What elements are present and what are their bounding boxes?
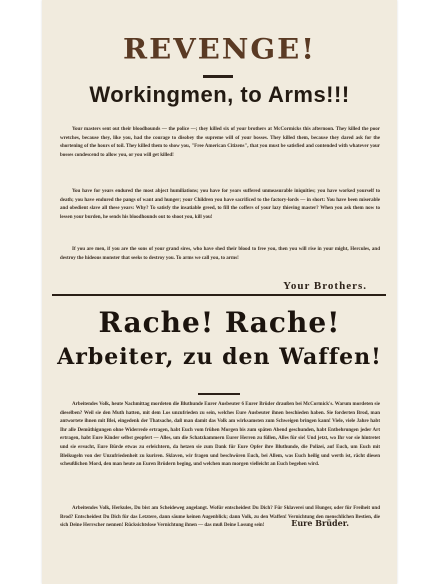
poster-sheet: [42, 0, 397, 584]
signature-english: Your Brothers.: [283, 280, 367, 292]
paragraph-german-1: Arbeitendes Volk, heute Nachmittag mordeten die Bluthunde Eurer Ausbeuter 6 Eurer Brüder draußen bei McCormick's. Warum mordeten sie dieselben? Weil sie den Muth hatten, mit dem Los unzufrieden zu sein, welches Eure Ausbeuter ihnen beschieden haben. Sie forderten Brod, man antwortete ihnen mit Blei, eingedenk der Thatsache, daß man damit das Volk am wirksamsten zum Schweigen bringen kann! Viele, viele Jahre habt Ihr alle Demüthigungen ohne Widerrede ertragen, habt Euch vom frühen Morgen bis zum späten Abend geschunden, habt Entbehrungen jeder Art ertragen, habt Eure Kinder selbst geopfert — Alles, um die Schatzkammern Eurer Herren zu füllen, Alles für sie! Und jetzt, wo Ihr vor sie hintretet und sie ersucht, Eure Bürde etwas zu erleichtern, da hetzen sie zum Dank für Eure Opfer ihre Bluthunde, die Polizei, auf Euch, um Euch mit Bleikugeln von der Unzufriedenheit zu kuriren. Sklaven, wir fragen und beschwören Euch, bei Allem, was Euch heilig und werth ist, rächt diesen scheußlichen Mord, den man heute an Euren Brüdern beging, und welchen man morgen vielleicht an Euch begehen wird.: [60, 402, 380, 468]
subheadline-english: Workingmen, to Arms!!!: [89, 82, 350, 107]
headline-german: Rache! Rache!: [98, 306, 341, 339]
paragraph-english-1: Your masters sent out their bloodhounds — the police —; they killed six of your brothers at McCormicks this afternoon. They killed the poor wretches, because they, like you, had the courage to disobey the supreme will of your bosses. They killed them, because they dared ask for the shortening of the hours of toil. They killed them to show you, "Free American Citizens", that you must be satisfied and contended with whatever your bosses condescend to allow you, or you will get killed!: [60, 127, 380, 158]
section-divider: [52, 294, 386, 296]
divider-dash: [203, 75, 233, 78]
signature-german: Eure Brüder.: [291, 518, 349, 528]
subheadline-german: Arbeiter, zu den Waffen!: [57, 344, 382, 370]
divider-dash-german: [198, 393, 240, 395]
paragraph-german-2: Arbeitendes Volk, Herkules, Du bist am Scheideweg angelangt. Wofür entscheidest Du Dich? Für Sklaverei und Hunger, oder für Freiheit und Brod? Entscheidest Du Dich für das Letztere, dann säume keinen Augenblick; dann Volk, zu den Waffen! Vernichtung den menschlichen Bestien, die sich Deine Herrscher nennen! Rücksichtslose Vernichtung ihnen — das muß Deine Losung sein!: [60, 506, 380, 529]
headline-english: REVENGE!: [123, 32, 316, 66]
paragraph-english-3: If you are men, if you are the sons of your grand sires, who have shed their blood to free you, then you will rise in your might, Hercules, and destroy the hideous monster that seeks to destroy you. To arms we call you, to arms!: [60, 247, 380, 261]
paragraph-english-2: You have for years endured the most abject humiliations; you have for years suffered unmeasurable iniquities; you have worked yourself to death; you have endured the pangs of want and hunger; your Children you have sacrificed to the factory-lords — in short: You have been miserable and obedient slave all these years: Why? To satisfy the insatiable greed, to fill the coffers of your lazy thieving master? When you ask them now to lessen your burden, he sends his bloodhounds out to shoot you, kill you!: [60, 189, 380, 220]
